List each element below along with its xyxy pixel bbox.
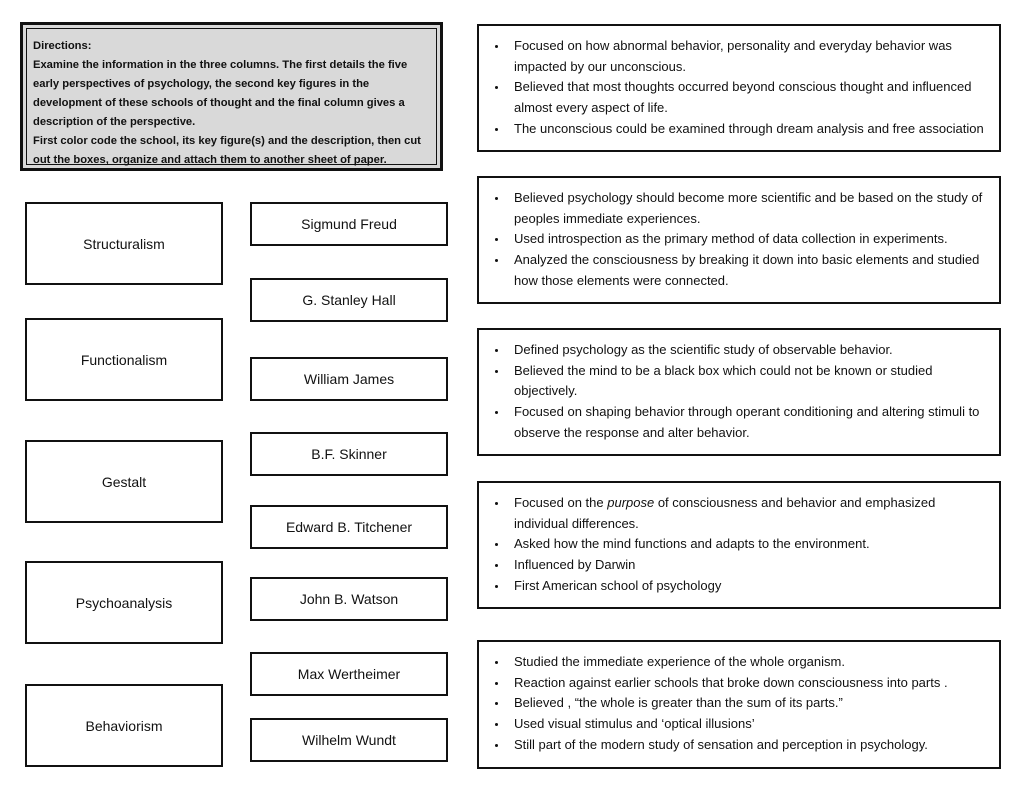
figure-card-james[interactable] xyxy=(250,357,448,401)
school-label: Structuralism xyxy=(83,235,165,252)
description-card-gestalt[interactable] xyxy=(477,640,1001,769)
figure-card-freud[interactable] xyxy=(250,202,448,246)
description-item: • Still part of the modern study of sensation and perception in psychology. xyxy=(508,735,985,756)
description-card-functionalism[interactable] xyxy=(477,481,1001,609)
figure-label: John B. Watson xyxy=(299,591,399,607)
description-list xyxy=(485,340,985,444)
description-card-psychoanalysis[interactable] xyxy=(477,24,1001,152)
description-item: • Focused on shaping behavior through operant conditioning and altering stimuli to observe the response and alter behavior. xyxy=(508,402,985,443)
directions-paragraph-2: First color code the school, its key figure(s) and the description, then cut out the boxes, organize and attach them to another sheet of paper. xyxy=(33,135,421,166)
description-list xyxy=(485,188,985,292)
description-item: • Believed the mind to be a black box which could not be known or studied objectively. xyxy=(508,361,985,402)
figure-label: Max Wertheimer xyxy=(297,666,401,682)
description-item: • Asked how the mind functions and adapts to the environment. xyxy=(508,534,985,555)
description-item: • Used visual stimulus and ‘optical illusions’ xyxy=(508,714,985,735)
school-card-gestalt[interactable] xyxy=(25,440,223,523)
description-item: • The unconscious could be examined through dream analysis and free association xyxy=(508,119,985,140)
description-list xyxy=(485,652,985,756)
directions-box xyxy=(20,22,443,171)
description-item: • Used introspection as the primary method of data collection in experiments. xyxy=(508,229,985,250)
directions-paragraph-1: Examine the information in the three columns. The first details the five early perspectives of psychology, the second key figures in the development of these schools of thought and the final column gives a description of the perspective. xyxy=(33,59,408,128)
directions-inner xyxy=(26,28,437,165)
description-item: • Believed that most thoughts occurred beyond conscious thought and influenced almost every aspect of life. xyxy=(508,77,985,118)
figure-label: Sigmund Freud xyxy=(301,216,397,232)
description-list xyxy=(485,493,985,597)
figure-card-hall[interactable] xyxy=(250,278,448,322)
school-card-psychoanalysis[interactable] xyxy=(25,561,223,644)
description-item: • Believed , “the whole is greater than the sum of its parts.” xyxy=(508,693,985,714)
directions-heading: Directions: xyxy=(33,40,92,52)
figure-card-watson[interactable] xyxy=(250,577,448,621)
description-item: • First American school of psychology xyxy=(508,576,985,597)
description-list xyxy=(485,36,985,140)
school-card-behaviorism[interactable] xyxy=(25,684,223,767)
figure-card-wundt[interactable] xyxy=(250,718,448,762)
school-card-functionalism[interactable] xyxy=(25,318,223,401)
description-item: • Analyzed the consciousness by breaking it down into basic elements and studied how those elements were connected. xyxy=(508,250,985,291)
description-item-purpose: • Focused on the purpose of consciousness and behavior and emphasized individual differences. xyxy=(508,493,985,534)
purpose-emphasis: purpose xyxy=(607,495,655,510)
description-item: • Reaction against earlier schools that broke down consciousness into parts . xyxy=(508,673,985,694)
description-item: • Studied the immediate experience of the whole organism. xyxy=(508,652,985,673)
figure-label: B.F. Skinner xyxy=(311,446,387,462)
school-label: Psychoanalysis xyxy=(75,594,173,611)
description-item: • Focused on how abnormal behavior, personality and everyday behavior was impacted by our unconscious. xyxy=(508,36,985,77)
figure-card-titchener[interactable] xyxy=(250,505,448,549)
description-card-structuralism[interactable] xyxy=(477,176,1001,304)
school-label: Functionalism xyxy=(80,351,168,368)
description-card-behaviorism[interactable] xyxy=(477,328,1001,456)
school-label: Behaviorism xyxy=(85,717,163,734)
description-item: • Believed psychology should become more scientific and be based on the study of peoples immediate experiences. xyxy=(508,188,985,229)
description-item: • Defined psychology as the scientific study of observable behavior. xyxy=(508,340,985,361)
figure-label: G. Stanley Hall xyxy=(302,292,396,308)
figure-label: William James xyxy=(303,371,395,387)
school-label: Gestalt xyxy=(101,473,147,490)
description-item: • Influenced by Darwin xyxy=(508,555,985,576)
school-card-structuralism[interactable] xyxy=(25,202,223,285)
figure-label: Wilhelm Wundt xyxy=(302,732,396,748)
figure-card-skinner[interactable] xyxy=(250,432,448,476)
figure-card-wertheimer[interactable] xyxy=(250,652,448,696)
figure-label: Edward B. Titchener xyxy=(285,519,413,535)
